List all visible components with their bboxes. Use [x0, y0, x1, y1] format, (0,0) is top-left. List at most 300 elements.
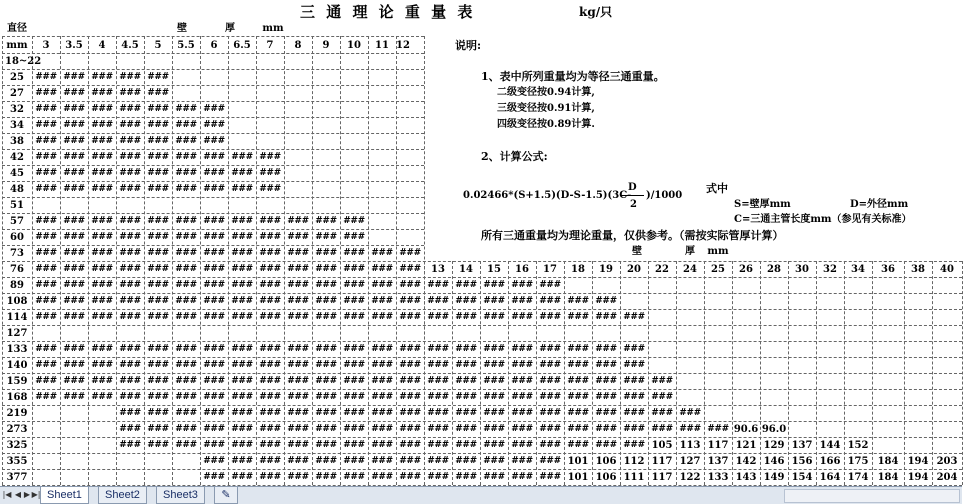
last-sheet-icon[interactable]: ▶| [31, 490, 41, 499]
table-cell: ### [175, 248, 197, 258]
table-cell: ### [287, 376, 309, 386]
diameter-cell: 325 [6, 440, 28, 451]
table-cell: ### [371, 248, 393, 258]
table-cell: ### [343, 392, 365, 402]
diameter-cell: 27 [10, 88, 24, 99]
table-cell: ### [35, 392, 57, 402]
table-cell: ### [371, 280, 393, 290]
table-cell: ### [91, 104, 113, 114]
table-cell: ### [259, 264, 281, 274]
table-cell: ### [175, 360, 197, 370]
diameter-cell: 25 [10, 72, 24, 83]
table-cell: ### [511, 280, 533, 290]
table-cell: ### [539, 296, 561, 306]
table-cell: ### [119, 104, 141, 114]
table-cell: ### [567, 296, 589, 306]
table-cell: ### [175, 264, 197, 274]
table-cell: 175 [847, 456, 869, 467]
table-cell: ### [175, 280, 197, 290]
first-sheet-icon[interactable]: |◀ [2, 490, 12, 499]
wall-header-2: 厚 [225, 23, 235, 34]
table-cell: ### [567, 424, 589, 434]
table-cell: ### [343, 312, 365, 322]
table-cell: ### [231, 392, 253, 402]
wall-thickness-header: 5 [154, 40, 162, 51]
formula-fraction-bar [620, 195, 644, 196]
table-cell: ### [343, 376, 365, 386]
table-cell: 112 [623, 456, 645, 467]
table-cell: ### [259, 344, 281, 354]
table-cell: ### [231, 248, 253, 258]
table-cell: ### [315, 216, 337, 226]
table-cell: ### [567, 408, 589, 418]
table-cell: ### [455, 472, 477, 482]
table-cell: ### [427, 424, 449, 434]
table-cell: ### [203, 120, 225, 130]
table-cell: ### [175, 296, 197, 306]
prev-sheet-icon[interactable]: ◀ [14, 490, 22, 499]
table-cell: ### [595, 312, 617, 322]
next-sheet-icon[interactable]: ▶ [23, 490, 31, 499]
table-cell: ### [595, 344, 617, 354]
table-cell: ### [427, 296, 449, 306]
table-cell: 164 [819, 472, 841, 483]
table-cell: ### [511, 392, 533, 402]
insert-sheet-icon[interactable]: ✎ [214, 487, 238, 504]
wall-thickness-header-ext: 40 [940, 264, 954, 275]
table-cell: ### [35, 248, 57, 258]
table-cell: ### [63, 120, 85, 130]
table-cell: ### [539, 392, 561, 402]
table-cell: ### [91, 136, 113, 146]
table-cell: ### [175, 120, 197, 130]
table-cell: ### [343, 472, 365, 482]
note-item-1c: 四级变径按0.89计算. [497, 119, 595, 130]
table-cell: ### [315, 360, 337, 370]
table-cell: ### [399, 392, 421, 402]
table-cell: ### [203, 104, 225, 114]
table-cell: ### [203, 280, 225, 290]
diameter-cell: 89 [10, 280, 24, 291]
table-cell: ### [455, 392, 477, 402]
table-cell: ### [63, 392, 85, 402]
table-cell: ### [315, 280, 337, 290]
table-cell: ### [35, 360, 57, 370]
table-cell: ### [399, 312, 421, 322]
table-cell: ### [539, 408, 561, 418]
table-cell: ### [231, 440, 253, 450]
table-cell: ### [231, 408, 253, 418]
table-cell: ### [399, 264, 421, 274]
table-cell: ### [399, 344, 421, 354]
table-cell: ### [91, 184, 113, 194]
table-cell: 117 [707, 440, 729, 451]
table-cell: 142 [735, 456, 757, 467]
table-cell: ### [119, 216, 141, 226]
table-cell: ### [455, 280, 477, 290]
diameter-cell: 76 [10, 264, 24, 275]
table-cell: ### [203, 440, 225, 450]
diameter-cell: 114 [6, 312, 28, 323]
table-cell: ### [35, 264, 57, 274]
table-cell: ### [119, 440, 141, 450]
variable-s: S=壁厚mm [734, 199, 791, 210]
table-cell: ### [231, 312, 253, 322]
table-cell: ### [427, 392, 449, 402]
table-cell: ### [595, 424, 617, 434]
table-cell: 184 [877, 472, 899, 483]
table-cell: 152 [847, 440, 869, 451]
table-cell: ### [35, 232, 57, 242]
table-cell: ### [147, 136, 169, 146]
table-cell: ### [539, 376, 561, 386]
table-cell: ### [259, 168, 281, 178]
table-cell: 96.0 [761, 424, 787, 435]
table-cell: ### [567, 392, 589, 402]
table-cell: ### [147, 296, 169, 306]
table-cell: ### [147, 408, 169, 418]
table-cell: ### [259, 248, 281, 258]
table-cell: 129 [763, 440, 785, 451]
table-cell: ### [455, 312, 477, 322]
table-cell: ### [91, 360, 113, 370]
table-cell: ### [623, 360, 645, 370]
table-cell: ### [63, 72, 85, 82]
table-cell: 137 [791, 440, 813, 451]
wall-thickness-header-ext: 28 [767, 264, 781, 275]
table-cell: ### [119, 232, 141, 242]
table-cell: ### [119, 168, 141, 178]
table-cell: ### [539, 456, 561, 466]
table-cell: ### [91, 216, 113, 226]
table-cell: ### [539, 424, 561, 434]
table-cell: ### [455, 456, 477, 466]
table-cell: ### [231, 264, 253, 274]
table-cell: ### [315, 472, 337, 482]
table-cell: ### [287, 248, 309, 258]
table-cell: ### [623, 424, 645, 434]
table-cell: ### [119, 344, 141, 354]
wall-thickness-header-ext: 25 [711, 264, 725, 275]
table-cell: ### [63, 216, 85, 226]
table-cell: ### [175, 136, 197, 146]
wall-thickness-header-ext: 16 [515, 264, 529, 275]
table-cell: ### [147, 248, 169, 258]
wall-header-unitb: mm [707, 246, 729, 257]
table-cell: ### [399, 248, 421, 258]
table-cell: ### [343, 232, 365, 242]
table-cell: ### [595, 440, 617, 450]
table-cell: ### [119, 184, 141, 194]
table-cell: ### [259, 472, 281, 482]
table-cell: ### [119, 264, 141, 274]
table-cell: ### [231, 376, 253, 386]
table-cell: 111 [623, 472, 645, 483]
table-cell: ### [315, 296, 337, 306]
table-cell: ### [483, 312, 505, 322]
table-cell: ### [203, 408, 225, 418]
title-unit: kg/只 [579, 5, 613, 19]
table-cell: ### [371, 376, 393, 386]
grid-vline [872, 261, 873, 485]
table-cell: ### [203, 456, 225, 466]
diameter-unit-header: mm [6, 40, 28, 51]
diameter-cell: 377 [6, 472, 28, 483]
table-cell: ### [119, 424, 141, 434]
table-cell: ### [427, 376, 449, 386]
table-cell: ### [91, 232, 113, 242]
table-cell: ### [595, 408, 617, 418]
table-cell: 106 [595, 472, 617, 483]
tab-sheet2[interactable]: Sheet2 [98, 487, 147, 504]
diameter-cell: 34 [10, 120, 24, 131]
table-cell: ### [175, 312, 197, 322]
table-cell: ### [287, 344, 309, 354]
table-cell: ### [203, 360, 225, 370]
diameter-cell: 108 [6, 296, 28, 307]
table-cell: ### [483, 456, 505, 466]
table-cell: ### [147, 264, 169, 274]
table-cell: ### [259, 232, 281, 242]
table-cell: ### [119, 280, 141, 290]
wall-thickness-header-ext: 32 [823, 264, 837, 275]
wall-thickness-header: 11 [375, 40, 389, 51]
table-cell: ### [231, 232, 253, 242]
diameter-cell: 219 [6, 408, 28, 419]
diameter-cell: 60 [10, 232, 24, 243]
wall-thickness-header-ext: 18 [571, 264, 585, 275]
table-cell: ### [147, 376, 169, 386]
table-cell: 166 [819, 456, 841, 467]
table-cell: ### [203, 472, 225, 482]
table-cell: 117 [651, 456, 673, 467]
table-cell: ### [343, 360, 365, 370]
wall-thickness-header-ext: 20 [627, 264, 641, 275]
wall-thickness-header-ext: 13 [431, 264, 445, 275]
table-cell: 113 [679, 440, 701, 451]
table-cell: ### [455, 440, 477, 450]
table-cell: 101 [567, 456, 589, 467]
table-cell: ### [63, 248, 85, 258]
table-cell: ### [147, 360, 169, 370]
table-cell: ### [35, 376, 57, 386]
table-cell: ### [539, 360, 561, 370]
tab-sheet1[interactable]: Sheet1 [40, 487, 89, 504]
table-cell: ### [147, 232, 169, 242]
table-cell: ### [455, 296, 477, 306]
table-cell: ### [511, 424, 533, 434]
table-cell: ### [371, 424, 393, 434]
table-cell: ### [231, 472, 253, 482]
table-cell: ### [427, 440, 449, 450]
horizontal-scrollbar[interactable] [784, 489, 960, 503]
table-cell: 143 [735, 472, 757, 483]
table-cell: ### [119, 248, 141, 258]
table-cell: ### [35, 136, 57, 146]
table-cell: ### [119, 296, 141, 306]
variable-c: C=三通主管长度mm（参见有关标准） [734, 214, 912, 225]
table-cell: ### [455, 344, 477, 354]
table-cell: ### [483, 344, 505, 354]
table-cell: ### [63, 296, 85, 306]
table-cell: ### [119, 392, 141, 402]
table-cell: 194 [907, 456, 929, 467]
table-cell: ### [399, 472, 421, 482]
diameter-header: 直径 [7, 23, 27, 34]
table-cell: ### [91, 296, 113, 306]
table-cell: ### [175, 104, 197, 114]
table-cell: ### [483, 472, 505, 482]
table-cell: ### [455, 424, 477, 434]
table-cell: 184 [877, 456, 899, 467]
table-cell: ### [539, 312, 561, 322]
table-cell: ### [287, 408, 309, 418]
table-cell: ### [399, 360, 421, 370]
table-cell: ### [63, 104, 85, 114]
table-cell: ### [63, 136, 85, 146]
table-cell: ### [483, 296, 505, 306]
table-cell: ### [539, 344, 561, 354]
table-cell: ### [175, 232, 197, 242]
table-cell: ### [63, 376, 85, 386]
table-cell: ### [399, 280, 421, 290]
table-cell: ### [91, 152, 113, 162]
table-cell: ### [203, 424, 225, 434]
table-cell: ### [35, 312, 57, 322]
wall-thickness-header: 3.5 [65, 40, 83, 51]
diameter-cell: 57 [10, 216, 24, 227]
table-cell: ### [343, 296, 365, 306]
wall-thickness-header-ext: 24 [683, 264, 697, 275]
table-cell: ### [623, 312, 645, 322]
table-cell: ### [119, 408, 141, 418]
table-cell: ### [119, 136, 141, 146]
table-cell: ### [203, 248, 225, 258]
table-cell: ### [259, 392, 281, 402]
table-cell: ### [203, 184, 225, 194]
diameter-cell: 159 [6, 376, 28, 387]
table-cell: ### [343, 424, 365, 434]
tab-sheet3[interactable]: Sheet3 [156, 487, 205, 504]
table-cell: ### [539, 440, 561, 450]
table-cell: ### [483, 440, 505, 450]
wall-thickness-header: 4 [98, 40, 106, 51]
table-cell: 149 [763, 472, 785, 483]
table-cell: ### [679, 408, 701, 418]
table-cell: ### [511, 312, 533, 322]
table-cell: ### [707, 424, 729, 434]
table-cell: ### [287, 296, 309, 306]
wall-thickness-header: 8 [294, 40, 302, 51]
table-cell: ### [371, 472, 393, 482]
table-cell: ### [651, 408, 673, 418]
table-cell: ### [147, 392, 169, 402]
table-cell: ### [231, 360, 253, 370]
table-cell: ### [651, 376, 673, 386]
wall-thickness-header: 4.5 [121, 40, 139, 51]
sheet-tab-bar [0, 486, 962, 504]
table-cell: ### [511, 408, 533, 418]
table-cell: ### [259, 296, 281, 306]
table-cell: ### [399, 440, 421, 450]
table-cell: ### [371, 360, 393, 370]
table-cell: ### [119, 88, 141, 98]
diameter-cell: 32 [10, 104, 24, 115]
table-cell: ### [175, 216, 197, 226]
table-cell: ### [91, 392, 113, 402]
table-cell: ### [63, 312, 85, 322]
table-cell: ### [203, 392, 225, 402]
table-cell: ### [259, 312, 281, 322]
table-cell: ### [315, 456, 337, 466]
disclaimer: 所有三通重量均为理论重量，仅供参考。（需按实际管厚计算） [481, 229, 784, 242]
diameter-cell: 168 [6, 392, 28, 403]
table-cell: ### [63, 168, 85, 178]
table-cell: ### [35, 72, 57, 82]
table-cell: 203 [936, 456, 958, 467]
table-cell: ### [483, 376, 505, 386]
table-cell: ### [343, 440, 365, 450]
table-cell: ### [35, 168, 57, 178]
table-cell: ### [91, 168, 113, 178]
wall-header-1b: 壁 [632, 246, 642, 257]
table-cell: ### [287, 264, 309, 274]
formula-denominator: 2 [630, 199, 637, 210]
table-cell: ### [231, 168, 253, 178]
table-cell: ### [147, 184, 169, 194]
table-cell: ### [399, 376, 421, 386]
table-cell: ### [91, 376, 113, 386]
table-cell: ### [35, 216, 57, 226]
table-cell: ### [427, 344, 449, 354]
table-cell: ### [91, 248, 113, 258]
table-cell: ### [595, 360, 617, 370]
table-cell: ### [147, 152, 169, 162]
table-cell: ### [203, 232, 225, 242]
table-cell: ### [91, 120, 113, 130]
wall-thickness-header: 6.5 [233, 40, 251, 51]
diameter-cell: 140 [6, 360, 28, 371]
table-cell: ### [231, 216, 253, 226]
table-cell: ### [427, 456, 449, 466]
table-cell: ### [63, 344, 85, 354]
table-cell: ### [651, 424, 673, 434]
table-cell: ### [315, 232, 337, 242]
wall-header-1: 壁 [177, 23, 187, 34]
table-cell: ### [119, 72, 141, 82]
table-cell: ### [63, 152, 85, 162]
table-cell: ### [511, 344, 533, 354]
table-cell: ### [203, 136, 225, 146]
table-cell: ### [315, 408, 337, 418]
table-cell: ### [623, 392, 645, 402]
table-cell: ### [623, 344, 645, 354]
table-cell: 117 [651, 472, 673, 483]
wall-thickness-header-ext: 26 [739, 264, 753, 275]
table-cell: 194 [907, 472, 929, 483]
table-cell: ### [567, 376, 589, 386]
wall-thickness-header-ext: 30 [795, 264, 809, 275]
table-cell: ### [175, 344, 197, 354]
table-cell: ### [427, 360, 449, 370]
table-cell: ### [203, 152, 225, 162]
wall-thickness-header-ext: 38 [911, 264, 925, 275]
table-cell: ### [175, 168, 197, 178]
table-cell: ### [147, 216, 169, 226]
notes-heading: 说明: [455, 39, 482, 52]
table-cell: ### [399, 456, 421, 466]
table-cell: ### [511, 376, 533, 386]
